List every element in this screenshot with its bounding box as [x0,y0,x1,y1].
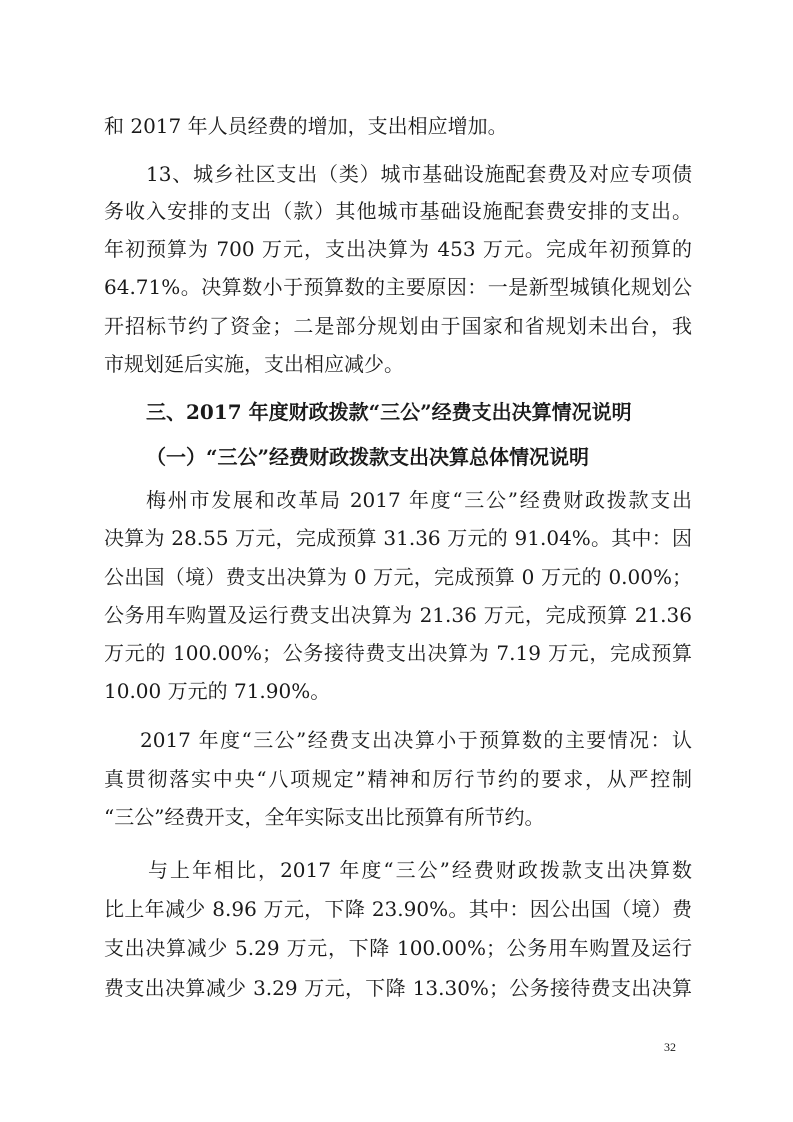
section-heading: 三、2017 年度财政拨款“三公”经费支出决算情况说明 [146,400,632,424]
text-line: 真贯彻落实中央“八项规定”精神和厉行节约的要求，从严控制 [104,767,692,791]
text-line: 13、城乡社区支出（类）城市基础设施配套费及对应专项债 [146,162,692,186]
text-line: 比上年减少 8.96 万元，下降 23.90%。其中：因公出国（境）费 [104,897,692,921]
text-line: 和 2017 年人员经费的增加，支出相应增加。 [104,114,508,138]
text-line: 64.71%。决算数小于预算数的主要原因：一是新型城镇化规划公 [104,275,692,299]
text-line: 2017 年度“三公”经费支出决算小于预算数的主要情况：认 [140,728,692,752]
page-number: 32 [664,1040,676,1054]
text-line: 市规划延后实施，支出相应减少。 [104,352,404,376]
text-line: 支出决算减少 5.29 万元，下降 100.00%；公务用车购置及运行 [104,936,692,960]
text-line: 公务用车购置及运行费支出决算为 21.36 万元，完成预算 21.36 [104,603,692,627]
text-line: 10.00 万元的 71.90%。 [104,679,331,703]
text-line: 与上年相比，2017 年度“三公”经费财政拨款支出决算数 [148,858,692,882]
text-line: 决算为 28.55 万元，完成预算 31.36 万元的 91.04%。其中：因 [104,526,692,550]
text-line: 万元的 100.00%；公务接待费支出决算为 7.19 万元，完成预算 [104,641,692,665]
text-line: 梅州市发展和改革局 2017 年度“三公”经费财政拨款支出 [146,488,692,512]
text-line: 费支出决算减少 3.29 万元，下降 13.30%；公务接待费支出决算 [104,976,692,1000]
text-line: 年初预算为 700 万元，支出决算为 453 万元。完成年初预算的 [104,237,692,261]
text-line: 务收入安排的支出（款）其他城市基础设施配套费安排的支出。 [104,199,692,223]
text-line: 公出国（境）费支出决算为 0 万元，完成预算 0 万元的 0.00%； [104,565,692,589]
text-line: 开招标节约了资金；二是部分规划由于国家和省规划未出台，我 [104,314,692,338]
text-line: “三公”经费开支，全年实际支出比预算有所节约。 [104,805,545,829]
subsection-heading: （一）“三公”经费财政拨款支出决算总体情况说明 [146,445,590,469]
